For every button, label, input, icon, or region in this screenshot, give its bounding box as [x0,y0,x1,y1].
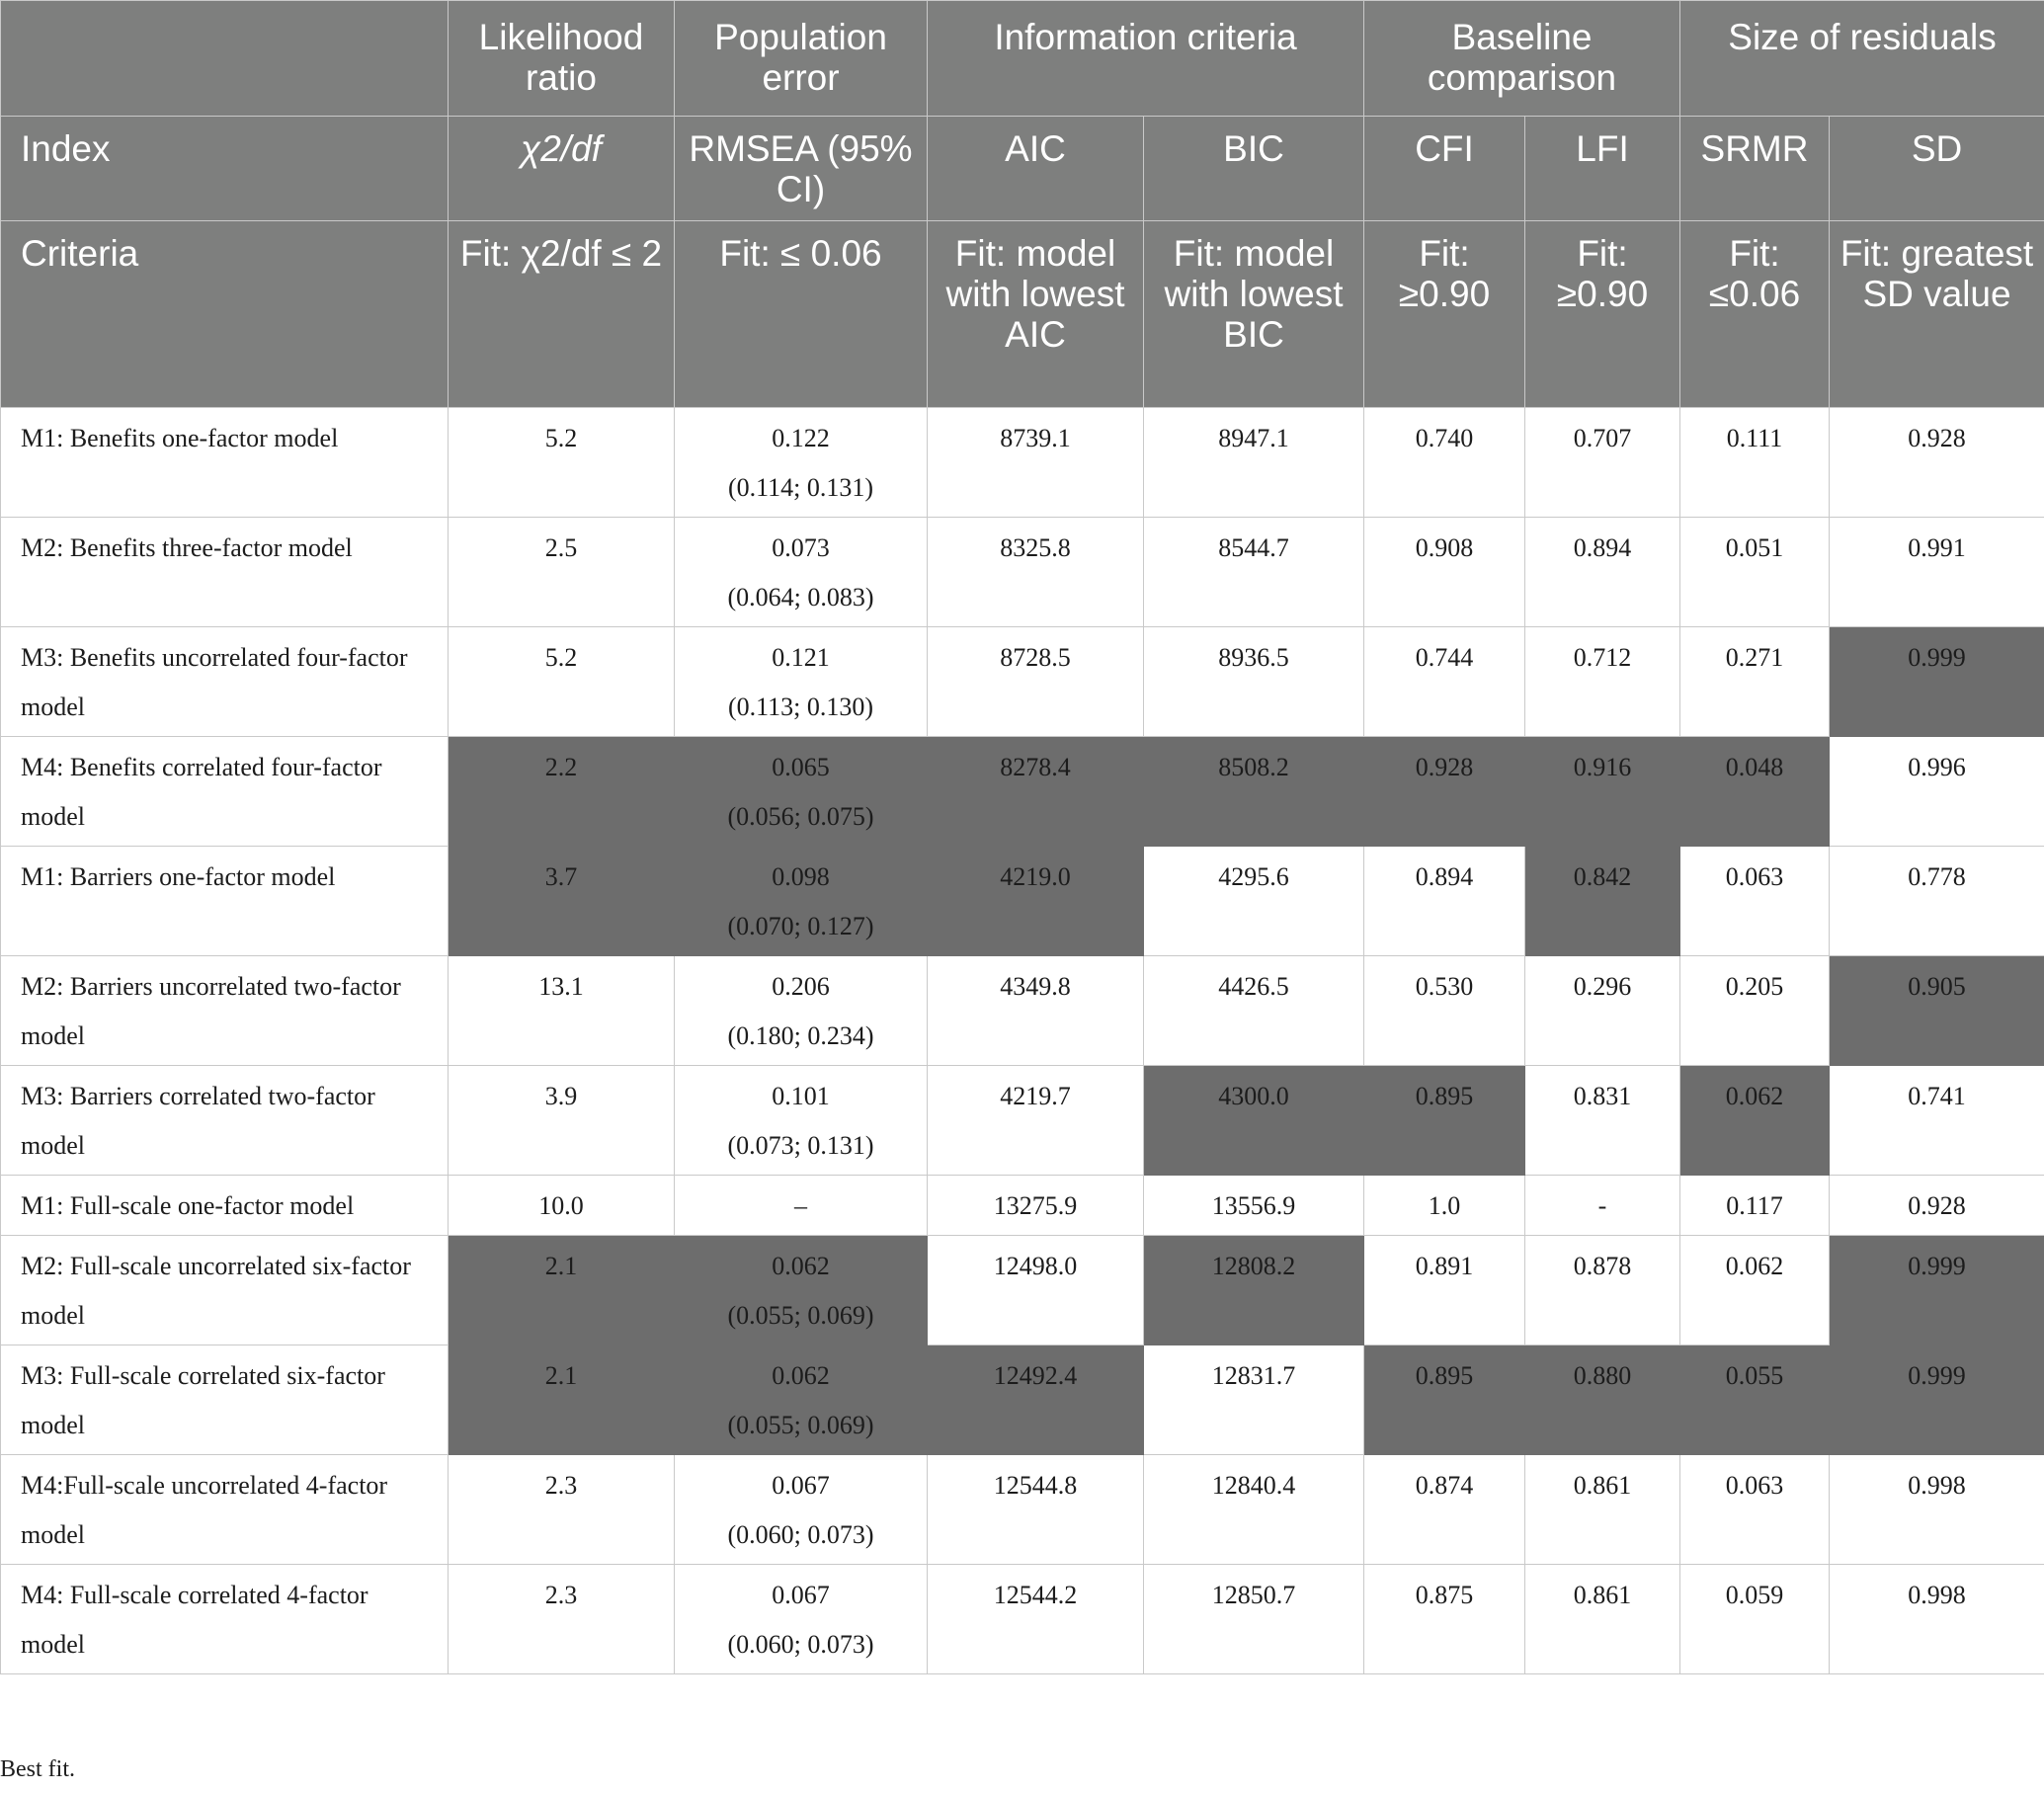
rmsea-confidence-interval: (0.056; 0.075) [727,802,874,831]
rmsea-value: 0.206 [772,972,830,1001]
rmsea-value: 0.098 [772,862,830,891]
rmsea-value: 0.062 [772,1361,830,1390]
sd-cell: 0.998 [1830,1565,2044,1674]
index-cfi: CFI [1364,117,1525,221]
bic-cell: 4300.0 [1144,1066,1364,1176]
rmsea-value: 0.067 [772,1471,830,1500]
footnote: Best fit. [0,1756,75,1782]
srmr-cell: 0.063 [1680,1455,1830,1565]
index-rmsea: RMSEA (95% CI) [675,117,928,221]
model-name-cell: M4: Benefits correlated four-factor model [1,737,449,847]
group-information-criteria: Information criteria [928,1,1364,117]
aic-cell: 8325.8 [928,518,1144,627]
srmr-cell: 0.205 [1680,956,1830,1066]
rmsea-value: 0.073 [772,533,830,562]
table-row [1,518,2044,627]
rmsea-cell [675,1455,928,1565]
rmsea-confidence-interval: (0.180; 0.234) [727,1021,874,1050]
group-population-error: Population error [675,1,928,117]
table-row [1,1565,2044,1674]
aic-cell: 8728.5 [928,627,1144,737]
table-row [1,408,2044,518]
srmr-cell: 0.063 [1680,847,1830,956]
aic-cell: 8278.4 [928,737,1144,847]
chi-cell: 2.3 [449,1565,675,1674]
rmsea-confidence-interval: (0.060; 0.073) [727,1520,874,1549]
lfi-cell: 0.894 [1525,518,1680,627]
rmsea-cell [675,1066,928,1176]
group-size-of-residuals: Size of residuals [1680,1,2044,117]
index-srmr: SRMR [1680,117,1830,221]
cfi-cell: 0.744 [1364,627,1525,737]
table-row [1,737,2044,847]
model-name-cell: M2: Benefits three-factor model [1,518,449,627]
rmsea-value: 0.121 [772,643,830,672]
criteria-cfi: Fit: ≥0.90 [1364,221,1525,408]
chi-cell: 2.1 [449,1236,675,1345]
cfi-cell: 0.875 [1364,1565,1525,1674]
rmsea-cell [675,1176,928,1236]
criteria-chi2-df: Fit: χ2/df ≤ 2 [449,221,675,408]
chi-cell: 3.7 [449,847,675,956]
model-name-cell: M3: Full-scale correlated six-factor model [1,1345,449,1455]
rmsea-cell [675,956,928,1066]
aic-cell: 4219.7 [928,1066,1144,1176]
model-name-cell: M3: Barriers correlated two-factor model [1,1066,449,1176]
bic-cell: 8936.5 [1144,627,1364,737]
chi-cell: 5.2 [449,408,675,518]
srmr-cell: 0.062 [1680,1066,1830,1176]
cfi-cell: 0.530 [1364,956,1525,1066]
sd-cell: 0.999 [1830,627,2044,737]
table-row [1,1236,2044,1345]
criteria-aic: Fit: model with lowest AIC [928,221,1144,408]
criteria-rmsea: Fit: ≤ 0.06 [675,221,928,408]
model-name-cell: M4:Full-scale uncorrelated 4-factor model [1,1455,449,1565]
rmsea-cell [675,1565,928,1674]
rmsea-cell [675,408,928,518]
sd-cell: 0.928 [1830,1176,2044,1236]
aic-cell: 8739.1 [928,408,1144,518]
group-baseline-comparison: Baseline comparison [1364,1,1680,117]
lfi-cell: 0.712 [1525,627,1680,737]
lfi-cell: 0.916 [1525,737,1680,847]
bic-cell: 13556.9 [1144,1176,1364,1236]
sd-cell: 0.991 [1830,518,2044,627]
criteria-lfi: Fit: ≥0.90 [1525,221,1680,408]
bic-cell: 8544.7 [1144,518,1364,627]
srmr-cell: 0.048 [1680,737,1830,847]
lfi-cell: 0.861 [1525,1455,1680,1565]
cfi-cell: 0.894 [1364,847,1525,956]
sd-cell: 0.999 [1830,1236,2044,1345]
sd-cell: 0.778 [1830,847,2044,956]
aic-cell: 12544.2 [928,1565,1144,1674]
rmsea-confidence-interval: (0.055; 0.069) [727,1301,874,1330]
chi-cell: 2.3 [449,1455,675,1565]
bic-cell: 12850.7 [1144,1565,1364,1674]
criteria-sd: Fit: greatest SD value [1830,221,2044,408]
bic-cell: 4295.6 [1144,847,1364,956]
lfi-cell: 0.707 [1525,408,1680,518]
table-row [1,1176,2044,1236]
rmsea-confidence-interval: (0.113; 0.130) [727,693,874,721]
cfi-cell: 0.740 [1364,408,1525,518]
bic-cell: 4426.5 [1144,956,1364,1066]
model-name-cell: M4: Full-scale correlated 4-factor model [1,1565,449,1674]
index-aic: AIC [928,117,1144,221]
table-row [1,1066,2044,1176]
model-name-cell: M2: Barriers uncorrelated two-factor model [1,956,449,1066]
chi-cell: 13.1 [449,956,675,1066]
sd-cell: 0.996 [1830,737,2044,847]
bic-cell: 12840.4 [1144,1455,1364,1565]
rmsea-value: 0.062 [772,1252,830,1280]
aic-cell: 4349.8 [928,956,1144,1066]
srmr-cell: 0.117 [1680,1176,1830,1236]
rmsea-value: 0.122 [772,424,830,452]
cfi-cell: 0.891 [1364,1236,1525,1345]
aic-cell: 12492.4 [928,1345,1144,1455]
rmsea-cell [675,1236,928,1345]
rmsea-confidence-interval: (0.073; 0.131) [727,1131,874,1160]
cfi-cell: 0.895 [1364,1345,1525,1455]
srmr-cell: 0.271 [1680,627,1830,737]
rmsea-value: 0.101 [772,1082,830,1110]
criteria-srmr: Fit: ≤0.06 [1680,221,1830,408]
sd-cell: 0.999 [1830,1345,2044,1455]
aic-cell: 12498.0 [928,1236,1144,1345]
model-name-cell: M3: Benefits uncorrelated four-factor model [1,627,449,737]
index-sd: SD [1830,117,2044,221]
rmsea-value: 0.067 [772,1581,830,1609]
table-row [1,956,2044,1066]
srmr-cell: 0.062 [1680,1236,1830,1345]
sd-cell: 0.928 [1830,408,2044,518]
lfi-cell: 0.861 [1525,1565,1680,1674]
model-name-cell: M2: Full-scale uncorrelated six-factor model [1,1236,449,1345]
criteria-bic: Fit: model with lowest BIC [1144,221,1364,408]
group-likelihood-ratio: Likelihood ratio [449,1,675,117]
table-row [1,1455,2044,1565]
chi-cell: 3.9 [449,1066,675,1176]
cfi-cell: 0.908 [1364,518,1525,627]
rmsea-cell [675,518,928,627]
bic-cell: 12808.2 [1144,1236,1364,1345]
sd-cell: 0.905 [1830,956,2044,1066]
rmsea-cell [675,737,928,847]
cfi-cell: 0.895 [1364,1066,1525,1176]
table-row [1,847,2044,956]
lfi-cell: 0.842 [1525,847,1680,956]
table-row [1,1345,2044,1455]
cfi-cell: 0.874 [1364,1455,1525,1565]
model-name-cell: M1: Benefits one-factor model [1,408,449,518]
index-chi2-df: χ2/df [449,117,675,221]
index-lfi: LFI [1525,117,1680,221]
index-label: Index [1,117,449,221]
chi-cell: 10.0 [449,1176,675,1236]
chi-cell: 2.5 [449,518,675,627]
index-bic: BIC [1144,117,1364,221]
rmsea-confidence-interval: (0.064; 0.083) [727,583,874,611]
model-name-cell: M1: Barriers one-factor model [1,847,449,956]
lfi-cell: - [1525,1176,1680,1236]
criteria-label: Criteria [1,221,449,408]
cfi-cell: 1.0 [1364,1176,1525,1236]
aic-cell: 4219.0 [928,847,1144,956]
rmsea-confidence-interval: (0.114; 0.131) [727,473,874,502]
cfi-cell: 0.928 [1364,737,1525,847]
chi-cell: 2.1 [449,1345,675,1455]
bic-cell: 8947.1 [1144,408,1364,518]
srmr-cell: 0.055 [1680,1345,1830,1455]
rmsea-confidence-interval: (0.070; 0.127) [727,912,874,940]
rmsea-cell [675,1345,928,1455]
rmsea-confidence-interval: (0.055; 0.069) [727,1411,874,1439]
header-corner [1,1,449,117]
table-body [1,408,2044,1674]
lfi-cell: 0.880 [1525,1345,1680,1455]
sd-cell: 0.741 [1830,1066,2044,1176]
rmsea-value: 0.065 [772,753,830,781]
model-name-cell: M1: Full-scale one-factor model [1,1176,449,1236]
srmr-cell: 0.111 [1680,408,1830,518]
lfi-cell: 0.831 [1525,1066,1680,1176]
aic-cell: 12544.8 [928,1455,1144,1565]
lfi-cell: 0.878 [1525,1236,1680,1345]
rmsea-value: – [794,1191,807,1220]
bic-cell: 12831.7 [1144,1345,1364,1455]
rmsea-cell [675,627,928,737]
aic-cell: 13275.9 [928,1176,1144,1236]
chi-cell: 5.2 [449,627,675,737]
rmsea-confidence-interval: (0.060; 0.073) [727,1630,874,1659]
sd-cell: 0.998 [1830,1455,2044,1565]
lfi-cell: 0.296 [1525,956,1680,1066]
srmr-cell: 0.059 [1680,1565,1830,1674]
table-row [1,627,2044,737]
bic-cell: 8508.2 [1144,737,1364,847]
chi-cell: 2.2 [449,737,675,847]
srmr-cell: 0.051 [1680,518,1830,627]
rmsea-cell [675,847,928,956]
